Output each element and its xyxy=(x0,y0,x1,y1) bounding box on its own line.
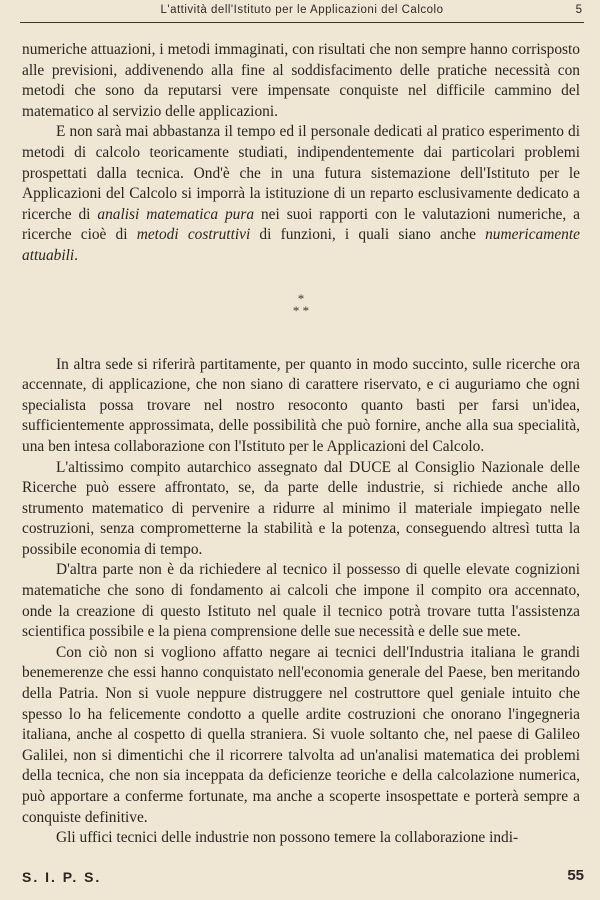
text-run: di funzioni, i quali siano anche xyxy=(250,226,486,244)
paragraphs-before-separator xyxy=(22,40,580,267)
italic-text: metodi costruttivi xyxy=(136,226,251,244)
running-header xyxy=(20,2,584,23)
section-separator xyxy=(22,290,580,318)
text-run: nei suoi rapporti con le valutazioni numeriche, a ricerche cioè di xyxy=(22,205,581,244)
text-run: In altra sede si riferirà partitamente, per quanto in modo succinto, sulle ricerche ora accennate, di applicazione, che non siano di carattere riservato, e ci auguriamo che ogni specialista possa trovare nel nostro resoconto quanto basti per farsi un'idea, sufficientemente approssimata, delle possibilità che può fornire, anche alla sua specialità, una ben intesa collaborazione con l'Istituto per le Applicazioni del Calcolo. xyxy=(22,355,580,455)
body-text xyxy=(22,40,580,849)
separator-asterisk-top: * xyxy=(297,290,305,306)
text-run: . xyxy=(74,246,79,264)
text-run: Gli uffici tecnici delle industrie non possono temere la collaborazione indi- xyxy=(56,829,519,847)
running-header-page-number: 5 xyxy=(575,4,582,16)
text-run: L'altissimo compito autarchico assegnato dal DUCE al Consiglio Nazionale delle Ricerche può essere affrontato, se, da parte delle industrie, si richiede anche allo strumento matematico di pervenire a ridurre al minimo il materiale impiegato nelle costruzioni, senza comprometterne la stabilità e la potenza, conseguendo altresì tutta la possibile economia di tempo. xyxy=(22,458,580,558)
paragraph xyxy=(22,643,580,828)
paragraph xyxy=(22,560,580,642)
paragraph xyxy=(22,122,580,266)
text-run: numeriche attuazioni, i metodi immaginati, con risultati che non sempre hanno corrisposto alle previsioni, addivenendo alla fine al soddisfacimento delle pratiche necessità con metodi che sono da reputarsi vere impensate conquiste nel difficile cammino del matematico al servizio delle applicazioni. xyxy=(22,41,580,120)
italic-text: numericamente attuabili xyxy=(22,226,580,264)
text-run: D'altra parte non è da richiedere al tecnico il possesso di quelle elevate cognizioni matematiche che sono di fondamento ai calcoli che impone il compito ora accennato, onde la creazione di questo Istituto nel quale il tecnico potrà trovare tutta l'assistenza scientifica possibile e la piena comprensione delle sue necessità e delle sue mete. xyxy=(22,561,580,641)
italic-text: analisi matematica pura xyxy=(97,205,255,223)
text-run: E non sarà mai abbastanza il tempo ed il personale dedicati al pratico esperimento di metodi di calcolo teoricamente studiati, indipendentemente dai particolari problemi prospettati dalla tecnica. Ond'è che in una futura sistemazione dell'Istituto per le Applicazioni del Calcolo si imporrà la istituzione di un reparto esclusivamente dedicato a ricerche di xyxy=(22,123,580,223)
separator-asterisks-bottom: * * xyxy=(292,302,310,318)
footer-page-number: 55 xyxy=(567,867,584,884)
paragraph xyxy=(22,458,580,561)
paragraph xyxy=(22,828,580,849)
paragraphs-after-separator xyxy=(22,355,580,849)
paragraph xyxy=(22,355,580,458)
text-run: Con ciò non si vogliono affatto negare ai tecnici dell'Industria italiana le grandi benemerenze che essi hanno conquistato nell'economia generale del Paese, ben meritando della Patria. Non si vuole neppure distruggere nel costruttore quel geniale intuito che spesso lo ha felicemente condotto a quelle ardite costruzioni che onorano l'ingegneria italiana, anche al cospetto di quella straniera. Si vuole soltanto che, nel paese di Galileo Galilei, non si dimentichi che il ricorrere talvolta ad un'analisi matematica dei problemi della tecnica, che non sia inceppata da deficienze teoriche e della calcolazione numerica, può apportare a conferme fortunate, ma anche a scoperte insospettate e porterà sempre a conquiste definitive. xyxy=(22,643,580,826)
running-header-title: L'attività dell'Istituto per le Applicazioni del Calcolo xyxy=(160,4,444,16)
paragraph xyxy=(22,40,580,122)
footer-publisher: S. I. P. S. xyxy=(22,869,102,885)
